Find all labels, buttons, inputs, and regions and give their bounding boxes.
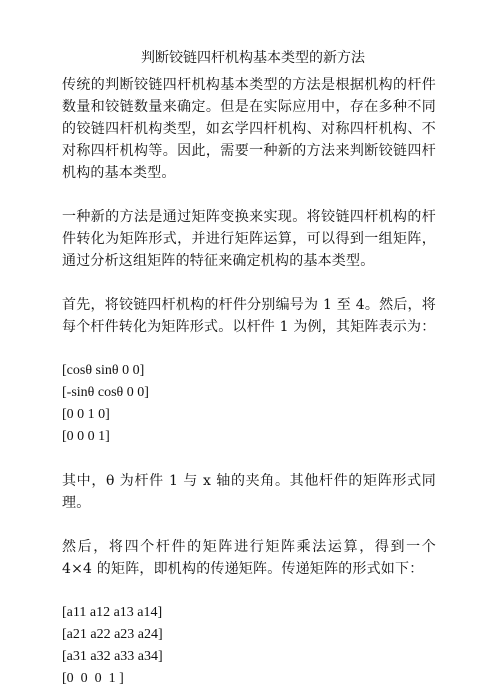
matrix-row: [0 0 0 1 ] [62,671,124,686]
rotation-matrix [62,360,436,448]
matrix-row: [0 0 1 0] [62,407,110,422]
matrix-row: [-sinθ cosθ 0 0] [62,385,149,400]
document-title: 判断铰链四杆机构基本类型的新方法 [141,50,365,66]
matrix-row: [0 0 0 1] [62,429,110,444]
paragraph-numbering: 首先，将铰链四杆机构的杆件分别编号为 1 至 4。然后，将每个杆件转化为矩阵形式。以杆件 1 为例，其矩阵表示为： [62,297,436,335]
paragraph-angle: 其中，θ 为杆件 1 与 x 轴的夹角。其他杆件的矩阵形式同理。 [62,473,436,511]
matrix-row: [a11 a12 a13 a14] [62,605,163,620]
matrix-row: [cosθ sinθ 0 0] [62,363,145,378]
matrix-row: [a31 a32 a33 a34] [62,649,163,664]
paragraph-method: 一种新的方法是通过矩阵变换来实现。将铰链四杆机构的杆件转化为矩阵形式，并进行矩阵运算，可以得到一组矩阵，通过分析这组矩阵的特征来确定机构的基本类型。 [62,209,436,269]
paragraph-transfer: 然后，将四个杆件的矩阵进行矩阵乘法运算，得到一个 4×4 的矩阵，即机构的传递矩阵。传递矩阵的形式如下： [62,539,436,577]
paragraph-intro: 传统的判断铰链四杆机构基本类型的方法是根据机构的杆件数量和铰链数量来确定。但是在实际应用中，存在多种不同的铰链四杆机构类型，如玄学四杆机构、对称四杆机构、不对称四杆机构等。因此，需要一种新的方法来判断铰链四杆机构的基本类型。 [62,77,436,181]
transfer-matrix [62,602,436,690]
matrix-row: [a21 a22 a23 a24] [62,627,163,642]
